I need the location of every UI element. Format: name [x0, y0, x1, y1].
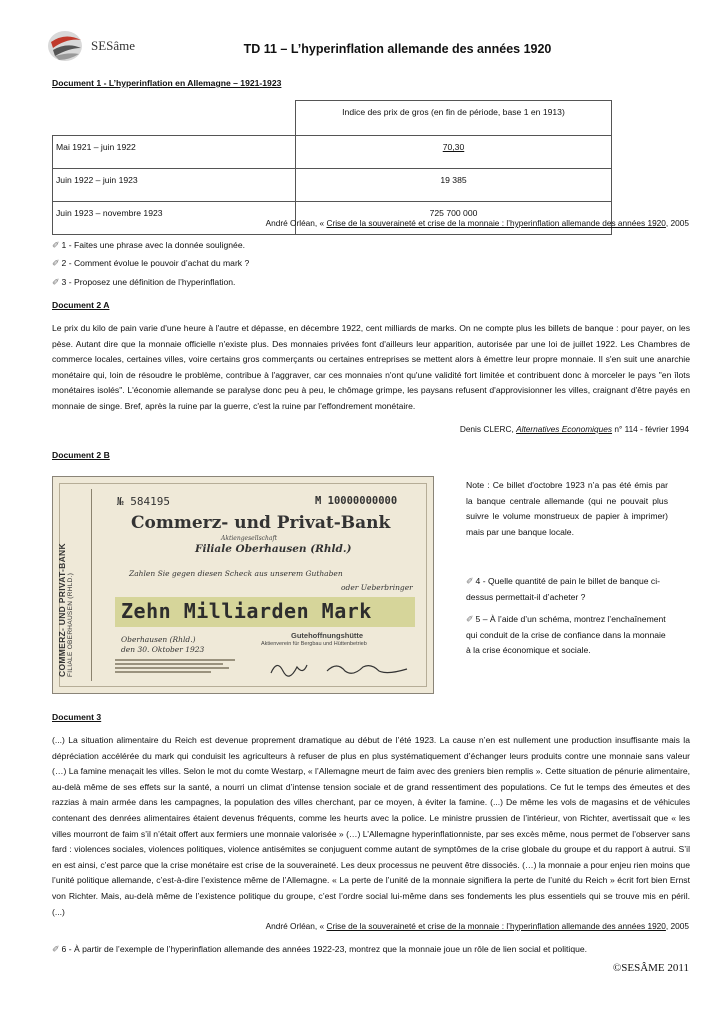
pencil-icon: ✐ — [52, 240, 60, 250]
price-index-table — [52, 100, 612, 235]
question-1 — [52, 240, 245, 251]
banknote-date: den 30. Oktober 1923 — [121, 645, 205, 654]
row-period: Juin 1923 – novembre 1923 — [53, 202, 296, 235]
banknote-bank-name: Commerz- und Privat-Bank — [131, 513, 391, 533]
doc3-text: (...) La situation alimentaire du Reich est devenue proprement dramatique au début de l’été 1923. La cause n’en est nullement une production insuffisante mais la dépréciation accélérée du mark qui conduisit les agriculteurs à refuser de plus en plus systématiquement d’échanger leurs produits contre une monnaie sans valeur (…) La famine menaçait les villes. Selon le mot du comte Westarp, « l’Allemagne meurt de faim avec des greniers bien remplis ». Cette situation de pénurie alimentaire, au-delà même de ses effets sur la santé, a nourri un climat d’intense tension sociale et de grand ressentiment des populations. Ce fut le temps des émeutes et des razzias à main armée dans les campagnes, la population des villes cherchant, par ce moyen, à éviter la famine. (...) De même les vols de magasins et de véhicules contenant des denrées alimentaires étaient devenus fréquents, comme les heurts avec la police. Le ministre prussien de l’intérieur, von Richter, avertissait que « les villes mourront de faim s’il n’était offert aux fermiers une monnaie valorisée » (…) L’Allemagne hyperinflationniste, par ses excès même, nous permet de l’observer sans fard : violences sociales, violences politiques, violence antisémites se conjuguent comme autant de symptômes de la crise globale du groupe et du rapport à autrui. S’il en est ainsi, c’est parce que la crise monétaire est crise de la souveraineté. Les deux processus ne peuvent être dissociés. (…) la monnaie a pour enjeu rien moins que l’unité politique allemande, c’est-à-dire l’existence même de l’Allemagne. « La perte de l’unité de la monnaie signifiera la perte de l’unité du Reich » écrit fort bien Ernst von Richter. Mais, au-delà même de l’existence politique du groupe, c’est l’ordre social lui-même dans ses fondements les plus essentiels qui se trouve mis en péril. (...) — [52, 735, 690, 917]
banknote-side-text-2: FILIALE OBERHAUSEN (RHLD.) — [67, 572, 74, 677]
banknote-amount-top: M 10000000000 — [315, 495, 398, 507]
question-5 — [466, 612, 668, 659]
source-suffix: , 2005 — [665, 218, 689, 228]
doc1-source — [266, 218, 689, 228]
banknote-side-text-1: COMMERZ- UND PRIVAT-BANK — [57, 543, 67, 677]
doc2a-source — [460, 424, 689, 434]
question-3 — [52, 277, 235, 288]
banknote-signatures-icon — [267, 653, 417, 681]
pencil-icon: ✐ — [52, 944, 60, 954]
source-prefix: André Orléan, « — [265, 218, 327, 228]
banknote-bearer: oder Ueberbringer — [341, 583, 413, 592]
doc2b-heading: Document 2 B — [52, 450, 110, 460]
banknote-stamp-1: Gutehoffnungshütte — [291, 631, 364, 640]
table-row — [53, 136, 612, 169]
row-value: 725 700 000 — [296, 202, 612, 235]
banknote-branch: Filiale Oberhausen (Rhld.) — [195, 543, 352, 555]
question-6 — [52, 944, 587, 955]
question-4 — [466, 574, 668, 605]
banknote-place: Oberhausen (Rhld.) — [121, 635, 196, 644]
row-period: Mai 1921 – juin 1922 — [53, 136, 296, 169]
pencil-icon: ✐ — [466, 614, 474, 624]
table-row — [53, 169, 612, 202]
source-suffix: n° 114 - février 1994 — [612, 424, 689, 434]
banknote-amount-words: Zehn Milliarden Mark — [121, 599, 372, 623]
banknote-note: Note : Ce billet d'octobre 1923 n’a pas été émis par la banque centrale allemande (qui ne pouvait plus suivre le volume monstrueux de papier à imprimer) mais par une banque locale. — [466, 480, 668, 537]
source-title: Crise de la souveraineté et crise de la monnaie : l’hyperinflation allemande des années 1920 — [326, 218, 666, 228]
table-empty-corner — [53, 101, 296, 136]
row-value: 19 385 — [296, 169, 612, 202]
banknote-subtitle: Aktiengesellschaft — [221, 535, 278, 542]
doc2a-heading: Document 2 A — [52, 300, 110, 310]
banknote-image — [52, 476, 434, 694]
question-text: 2 - Comment évolue le pouvoir d’achat du mark ? — [61, 258, 250, 268]
banknote-serial: № 584195 — [117, 495, 170, 508]
source-prefix: André Orléan, « — [265, 921, 327, 931]
doc3-heading: Document 3 — [52, 712, 102, 722]
source-title: Crise de la souveraineté et crise de la monnaie : l’hyperinflation allemande des années 1920 — [326, 921, 666, 931]
copyright-footer: ©SESÂME 2011 — [612, 962, 689, 974]
banknote-line: Zahlen Sie gegen diesen Scheck aus unserem Guthaben — [129, 569, 343, 578]
doc3-source — [266, 921, 689, 931]
source-title: Alternatives Economiques — [516, 424, 613, 434]
banknote-stamp-2: Aktienverein für Bergbau und Hüttenbetrieb — [261, 641, 367, 647]
question-text: 4 - Quelle quantité de pain le billet de banque ci-dessus permettait-il d’acheter ? — [466, 576, 660, 602]
page-title: TD 11 – L’hyperinflation allemande des années 1920 — [243, 42, 552, 56]
row-value-underlined: 70,30 — [296, 136, 612, 169]
question-text: 1 - Faites une phrase avec la donnée soulignée. — [61, 240, 246, 250]
banknote-fine-print — [115, 657, 235, 679]
question-text: 5 – À l’aide d’un schéma, montrez l’enchaînement qui conduit de la crise de confiance dans la monnaie à la crise économique et sociale. — [466, 614, 666, 656]
question-text: 6 - À partir de l’exemple de l’hyperinflation allemande des années 1922-23, montrez que la monnaie joue un rôle de lien social et politique. — [61, 944, 588, 954]
pencil-icon: ✐ — [52, 258, 60, 268]
source-suffix: , 2005 — [665, 921, 689, 931]
question-2 — [52, 258, 249, 269]
table-column-header: Indice des prix de gros (en fin de période, base 1 en 1913) — [296, 101, 612, 136]
row-period: Juin 1922 – juin 1923 — [53, 169, 296, 202]
doc2a-text: Le prix du kilo de pain varie d'une heure à l'autre et dépasse, en décembre 1922, cent milliards de marks. On ne compte plus les billets de banque : pour payer, on les pèse. Autant dire que la monnaie officielle n'existe plus. Des monnaies privées font d'ailleurs leur apparition, autorisée par une loi de juillet 1922. Les Chambres de commerce locales, certaines villes, voire certains gros commerçants ou certaines entreprises se mettent alors à émettre leur propre monnaie. Il s'en suit une anarchie monétaire qui, loin de résoudre le problème, contribue à l'aggraver, car ces monnaies n'ont qu'une validité fort limitée et contribuent donc à morceler le pays "en îlots monétaires isolés". L'économie allemande se paralyse donc peu à peu, le chômage grimpe, les paysans refusent d'approvisionner les villes, craignant d'être payés en monnaie de singe. Bref, après la ruine par la guerre, c'est la ruine par l'effondrement monétaire. — [52, 323, 690, 411]
doc1-heading: Document 1 - L’hyperinflation en Allemagne – 1921-1923 — [52, 78, 282, 88]
pencil-icon: ✐ — [466, 576, 474, 586]
source-prefix: Denis CLERC, — [459, 424, 517, 434]
brand-name: SESâme — [91, 38, 136, 53]
pencil-icon: ✐ — [52, 277, 60, 287]
question-text: 3 - Proposez une définition de l’hyperinflation. — [61, 277, 236, 287]
